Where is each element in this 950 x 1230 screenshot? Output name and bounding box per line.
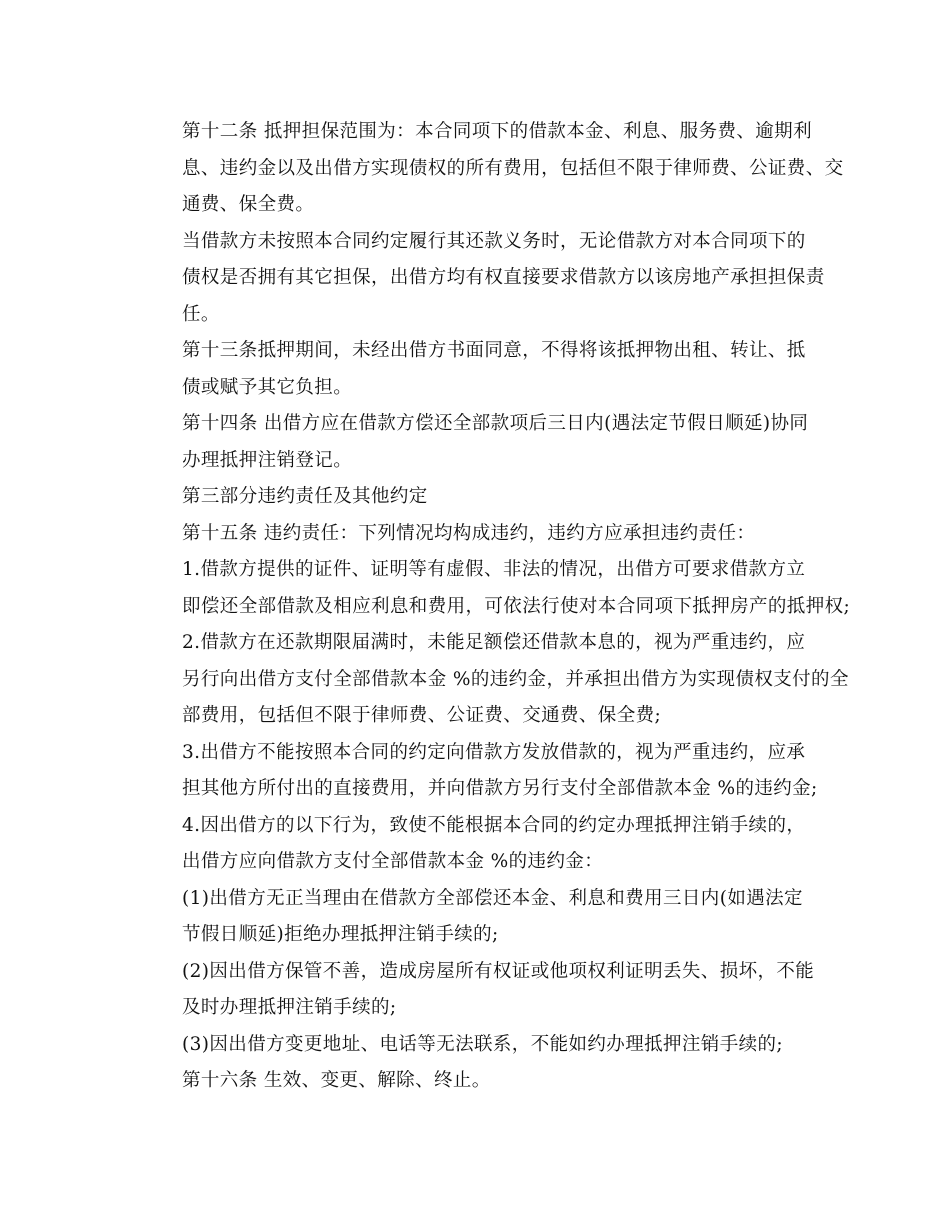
text-line: 出借方应向借款方支付全部借款本金 %的违约金： xyxy=(182,851,604,872)
paragraph-article-12-scope xyxy=(145,114,844,224)
document-body xyxy=(145,114,851,1100)
text-line: 担其他方所付出的直接费用，并向借款方另行支付全部借款本金 %的违约金; xyxy=(182,778,818,799)
text-line: 4.因出借方的以下行为，致使不能根据本合同的约定办理抵押注销手续的， xyxy=(182,814,806,836)
sub-item-3 xyxy=(145,1027,810,1064)
text-line: 3.出借方不能按照本合同的约定向借款方发放借款的，视为严重违约，应承 xyxy=(182,741,806,763)
text-line: 通费、保全费。 xyxy=(182,194,315,215)
list-item-2 xyxy=(145,625,849,735)
paragraph-article-15 xyxy=(145,516,810,553)
text-line: (1)出借方无正当理由在借款方全部偿还本金、利息和费用三日内(如遇法定 xyxy=(182,887,803,909)
sub-item-2 xyxy=(145,954,815,1027)
text-line: 另行向出借方支付全部借款本金 %的违约金，并承担出借方为实现债权支付的全 xyxy=(182,668,849,690)
text-line: 第十三条抵押期间，未经出借方书面同意，不得将该抵押物出租、转让、抵 xyxy=(182,340,806,361)
text-line: 及时办理抵押注销手续的; xyxy=(182,997,397,1018)
text-line: 第十六条 生效、变更、解除、终止。 xyxy=(182,1070,491,1091)
text-line: (2)因出借方保管不善，造成房屋所有权证或他项权利证明丢失、损坏，不能 xyxy=(182,960,815,982)
text-line: 部费用，包括但不限于律师费、公证费、交通费、保全费; xyxy=(182,705,662,726)
text-line: 债或赋予其它负担。 xyxy=(182,376,353,398)
paragraph-guarantee-liability xyxy=(145,224,825,334)
text-line: 第十四条 出借方应在借款方偿还全部款项后三日内(遇法定节假日顺延)协同 xyxy=(182,413,809,434)
sub-item-1 xyxy=(145,881,810,954)
text-line: 任。 xyxy=(182,303,220,325)
text-line: 当借款方未按照本合同约定履行其还款义务时，无论借款方对本合同项下的 xyxy=(182,230,806,252)
text-line: 第十二条 抵押担保范围为：本合同项下的借款本金、利息、服务费、逾期利 xyxy=(182,121,812,142)
list-item-4 xyxy=(145,808,810,881)
text-line: 节假日顺延)拒绝办理抵押注销手续的; xyxy=(182,924,499,945)
text-line: 1.借款方提供的证件、证明等有虚假、非法的情况，出借方可要求借款方立 xyxy=(182,559,806,580)
paragraph-article-13 xyxy=(145,333,810,406)
list-item-3 xyxy=(145,735,818,808)
section-heading-part-3 xyxy=(145,479,810,516)
text-line: 债权是否拥有其它担保，出借方均有权直接要求借款方以该房地产承担担保责 xyxy=(182,267,825,288)
text-line: 第十五条 违约责任：下列情况均构成违约，违约方应承担违约责任： xyxy=(182,522,756,544)
text-line: 第三部分违约责任及其他约定 xyxy=(182,486,428,507)
text-line: 2.借款方在还款期限届满时，未能足额偿还借款本息的，视为严重违约，应 xyxy=(182,632,806,653)
paragraph-article-16 xyxy=(145,1063,810,1100)
text-line: 息、违约金以及出借方实现债权的所有费用，包括但不限于律师费、公证费、交 xyxy=(182,157,844,179)
text-line: 办理抵押注销登记。 xyxy=(182,449,353,471)
list-item-1 xyxy=(145,552,851,625)
text-line: (3)因出借方变更地址、电话等无法联系，不能如约办理抵押注销手续的; xyxy=(182,1033,784,1055)
text-line: 即偿还全部借款及相应利息和费用，可依法行使对本合同项下抵押房产的抵押权; xyxy=(182,595,851,617)
paragraph-article-14 xyxy=(145,406,810,479)
